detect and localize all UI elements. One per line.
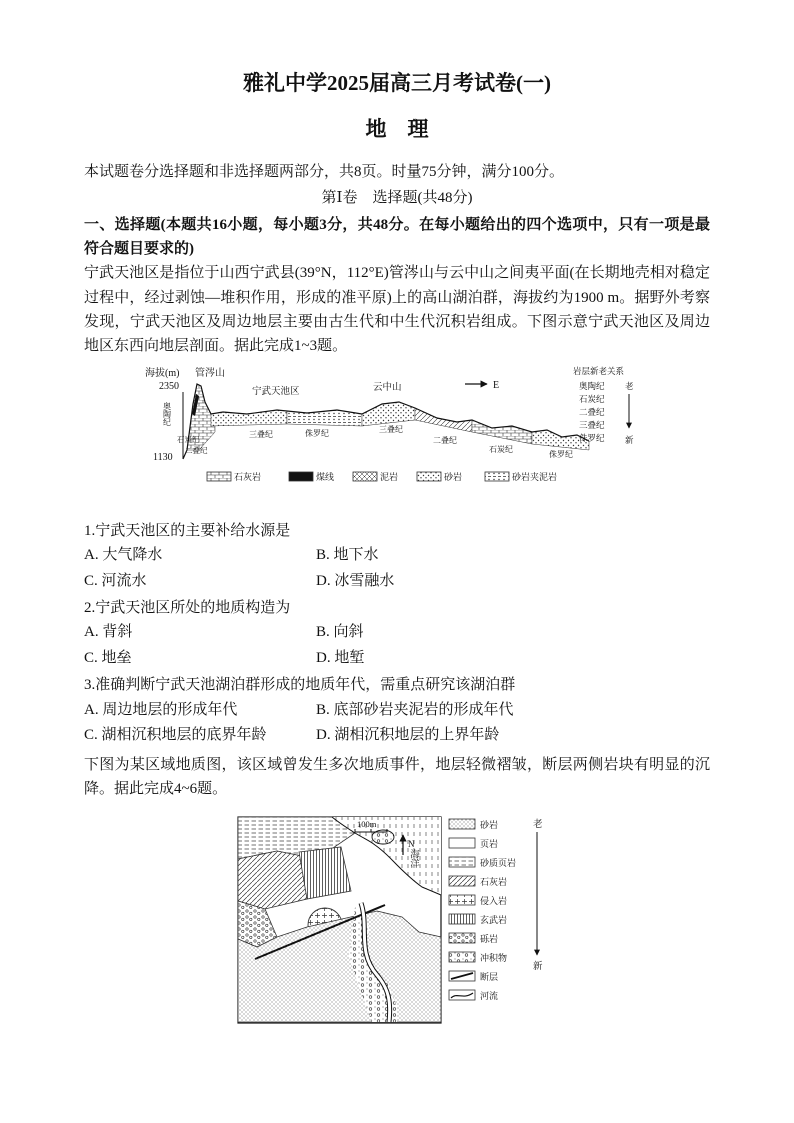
legend-label: 玄武岩 bbox=[480, 915, 508, 926]
question-2-option-a: A. 背斜 bbox=[84, 624, 133, 641]
legend-swatch-limestone bbox=[449, 876, 475, 886]
legend-swatch-alluvium bbox=[449, 952, 475, 962]
question-1-stem: 1.宁武天池区的主要补给水源是 bbox=[84, 522, 291, 539]
legend-label: 石灰岩 bbox=[234, 472, 262, 483]
legend-swatch-limestone bbox=[207, 472, 231, 481]
new-label: 新 bbox=[625, 435, 634, 446]
legend-label: 泥岩 bbox=[380, 472, 399, 483]
east-direction-label: E bbox=[493, 380, 500, 392]
legend-label: 侵入岩 bbox=[480, 896, 508, 907]
legend-swatch-sandstone bbox=[449, 819, 475, 829]
legend-label: 石灰岩 bbox=[480, 877, 508, 888]
cross-section-figure bbox=[84, 364, 710, 514]
elevation-top-value: 2350 bbox=[159, 381, 179, 393]
stratum-label: 二叠纪 bbox=[433, 436, 457, 446]
question-3-option-c: C. 湖相沉积地层的底界年龄 bbox=[84, 727, 267, 744]
cross-section-legend bbox=[207, 471, 557, 482]
axis-stratum-label: 奥陶纪 bbox=[162, 402, 172, 427]
age-layer: 三叠纪 bbox=[579, 420, 605, 431]
scale-label: 100m bbox=[357, 819, 377, 830]
legend-label: 砂岩 bbox=[480, 820, 499, 831]
legend-label: 砂岩夹泥岩 bbox=[512, 472, 558, 483]
age-layer: 二叠纪 bbox=[579, 407, 605, 418]
old-label: 老 bbox=[533, 820, 543, 831]
legend-swatch-sandy-shale bbox=[449, 857, 475, 867]
stratum-label: 石炭纪 bbox=[489, 445, 513, 455]
stratum-label: 三叠纪 bbox=[249, 430, 273, 440]
question-1-option-d: D. 冰雪融水 bbox=[316, 572, 395, 589]
legend-label: 断层 bbox=[480, 972, 499, 983]
age-layer: 侏罗纪 bbox=[579, 433, 605, 444]
legend-swatch-sandstone bbox=[417, 472, 441, 481]
terrain-strata bbox=[187, 384, 589, 450]
ocean-label: 海洋 bbox=[408, 849, 418, 869]
question-3-stem: 3.准确判断宁武天池湖泊群形成的地质年代，需重点研究该湖泊群 bbox=[84, 677, 516, 694]
legend-label: 页岩 bbox=[480, 839, 499, 850]
elevation-bottom-value: 1130 bbox=[153, 452, 173, 464]
question-2 bbox=[84, 596, 710, 671]
right-peak-label: 云中山 bbox=[373, 383, 402, 394]
stratum-label: 二叠纪 bbox=[185, 446, 208, 456]
lake-area-label: 宁武天池区 bbox=[252, 387, 300, 398]
legend-label: 河流 bbox=[480, 991, 499, 1002]
legend-label: 砾岩 bbox=[480, 934, 499, 945]
section-directions: 一、选择题(本题共16小题，每小题3分，共48分。在每小题给出的四个选项中，只有一项是最符合题目要求的) bbox=[84, 216, 710, 257]
geologic-map-figure bbox=[84, 807, 710, 1033]
legend-swatch-coal bbox=[289, 472, 313, 481]
legend-swatch-conglomerate bbox=[449, 933, 475, 943]
exam-title: 雅礼中学2025届高三月考试卷(一) bbox=[243, 71, 551, 95]
stratum-label: 石炭纪 bbox=[177, 435, 200, 445]
subject-title: 地 理 bbox=[365, 117, 429, 142]
legend-swatch-basalt bbox=[449, 914, 475, 924]
old-label: 老 bbox=[625, 381, 634, 392]
section-heading: 第Ⅰ卷 选择题(共48分) bbox=[321, 190, 473, 207]
age-layer: 石炭纪 bbox=[579, 394, 605, 405]
geologic-map-diagram bbox=[237, 807, 557, 1025]
legend-label: 冲积物 bbox=[480, 953, 508, 964]
stratum-label: 三叠纪 bbox=[379, 425, 403, 435]
map-legend bbox=[449, 818, 543, 1001]
legend-swatch-mudstone bbox=[353, 472, 377, 481]
legend-swatch-intrusive bbox=[449, 895, 475, 905]
question-1-option-b: B. 地下水 bbox=[316, 547, 379, 563]
strata-age-key bbox=[573, 366, 634, 445]
cross-section-diagram bbox=[137, 364, 657, 506]
question-3-option-a: A. 周边地层的形成年代 bbox=[84, 701, 238, 718]
left-peak-label: 管涔山 bbox=[195, 368, 225, 380]
north-label: N bbox=[408, 839, 415, 850]
question-3-option-b: B. 底部砂岩夹泥岩的形成年代 bbox=[316, 701, 514, 718]
exam-summary: 本试题卷分选择题和非选择题两部分，共8页。时量75分钟，满分100分。 bbox=[84, 164, 565, 181]
age-key-title: 岩层新老关系 bbox=[573, 366, 625, 377]
question-3-option-d: D. 湖相沉积地层的上界年龄 bbox=[316, 727, 500, 744]
new-label: 新 bbox=[533, 962, 543, 973]
legend-label: 煤线 bbox=[316, 472, 335, 483]
legend-label: 砂质页岩 bbox=[480, 858, 517, 869]
stratum-label: 侏罗纪 bbox=[305, 429, 329, 439]
age-layer: 奥陶纪 bbox=[579, 381, 605, 392]
elevation-axis-label: 海拔(m) bbox=[145, 368, 180, 380]
question-2-option-c: C. 地垒 bbox=[84, 649, 132, 666]
question-3 bbox=[84, 673, 710, 748]
legend-swatch-shale bbox=[449, 838, 475, 848]
question-1-option-c: C. 河流水 bbox=[84, 572, 147, 589]
stratum-label: 侏罗纪 bbox=[549, 450, 573, 460]
question-1 bbox=[84, 519, 710, 594]
legend-label: 砂岩 bbox=[444, 472, 463, 483]
question-1-option-a: A. 大气降水 bbox=[84, 547, 163, 563]
passage-1: 宁武天池区是指位于山西宁武县(39°N，112°E)管涔山与云中山之间夷平面(在长期地壳相对稳定过程中，经过剥蚀—堆积作用，形成的准平原)上的高山湖泊群，海拔约为1900 m。据野外考察发现，宁武天池区及周边地层主要由古生代和中生代沉积岩组成。下图示意宁武天池区及周边地区东西向地层剖面。据此完成1~3题。 bbox=[84, 265, 710, 355]
passage-2: 下图为某区域地质图，该区域曾发生多次地质事件，地层轻微褶皱，断层两侧岩块有明显的沉降。据此完成4~6题。 bbox=[84, 756, 710, 797]
question-2-option-b: B. 向斜 bbox=[316, 624, 364, 641]
question-2-stem: 2.宁武天池区所处的地质构造为 bbox=[84, 600, 291, 616]
legend-swatch-river bbox=[449, 990, 475, 1000]
question-2-option-d: D. 地堑 bbox=[316, 649, 365, 666]
legend-swatch-sandstone-mudstone bbox=[485, 472, 509, 481]
